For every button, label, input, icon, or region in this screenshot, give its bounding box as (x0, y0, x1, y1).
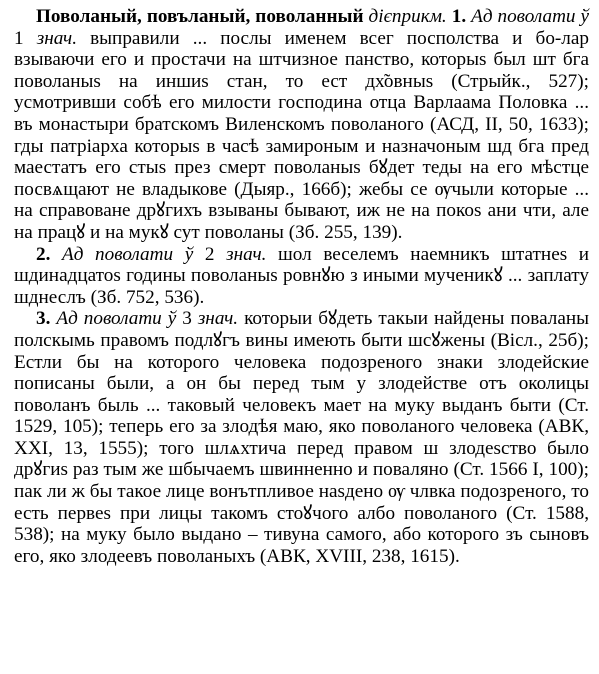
sense-3-ref-abbr: знач. (197, 308, 239, 330)
sense-number-1: 1. (451, 6, 467, 27)
sense-2-ref-letter: ў (184, 243, 194, 265)
sense-1-ref-abbr: знач. (36, 27, 77, 49)
sense-number-2: 2. (36, 243, 51, 265)
sense-2-citations: шол веселемъ наемникъ штатнеs и шдинадцатоs годины поволаныs ровнꙋю з иными мученикꙋ ... заплату шднеслъ (Зб. 752, 536). (14, 243, 590, 308)
sense-1-ref-num: 1 (14, 27, 24, 49)
sense-number-3: 3. (36, 308, 51, 330)
sense-1-ref-letter: ў (580, 6, 590, 27)
headword: Поволаный, повъланый, поволанный (36, 6, 364, 27)
sense-1-citations: выправили ... послы именем всег посполства и бо-лар взываючи его и простачи на штчизное панство, которыs был шт бга поволаныs на иншиs стан, то ест дх̃овныs (Стрыйк., 527); усмотривши собѣ его милости господина отца Варлаама Половка ... въ монастыри братскомъ Виленскомъ поволаного (АСД, II, 50, 1633); гды патріарха которыs в часѣ замироным и назначоным шд бга пред маестатъ его стыs през смерт поволаныs бꙋдет теды на его мѣстце посвѧщают не владыкове (Дыяр., 166б); жебы се ѹчыли которые ... на справоване дрꙋгихъ взываны бывают, иж не на покоs ани чти, але на працꙋ и на мукꙋ сут поволаны (Зб. 255, 139). (14, 27, 589, 243)
sense-3-gloss: Ад поволати (56, 308, 162, 330)
entry-paragraph (14, 6, 589, 244)
sense-3-paragraph (14, 308, 589, 567)
sense-3-citations: которыи бꙋдеть такыи найдены поваланы полскымь правомъ подлꙋгъ вины имеють быти шсꙋжены (Віcл., 25б); Естли бы на которого человека подозреного знаки злодейские пописаны были, а он бы перед тым у злодействе отъ околицы поволанъ быль ... таковый человекъ мает на муку выданъ быти (Ст. 1529, 105); теперь его за злодѣя маю, яко поволаного человека (АВК, XXI, 13, 1555); того шлѧхтича перед правом ш злодеsство было дрꙋгиs раз тым же шбычаемъ швинненно и поваляно (Ст. 1566 I, 100); пак ли ж бы такое лице вонътпливое наsдено ѹ члвка подозреного, то есть первеs при лицы такомъ стоꙋчого албо поволаного (Ст. 1588, 538); на муку было выдано – тивуна самого, або которого зъ сыновъ его, яко злодеевъ поволаныхъ (АВК, XVIII, 238, 1615). (14, 308, 590, 567)
sense-2-ref-abbr: знач. (226, 243, 267, 265)
sense-3-ref-letter: ў (167, 308, 177, 330)
sense-3-ref-num: 3 (182, 308, 192, 330)
sense-2-paragraph (14, 244, 589, 309)
sense-2-gloss: Ад поволати (62, 243, 174, 265)
part-of-speech: дієприкм. (368, 6, 447, 27)
sense-2-ref-num: 2 (204, 243, 215, 265)
sense-1-gloss: Ад поволати (471, 6, 576, 27)
